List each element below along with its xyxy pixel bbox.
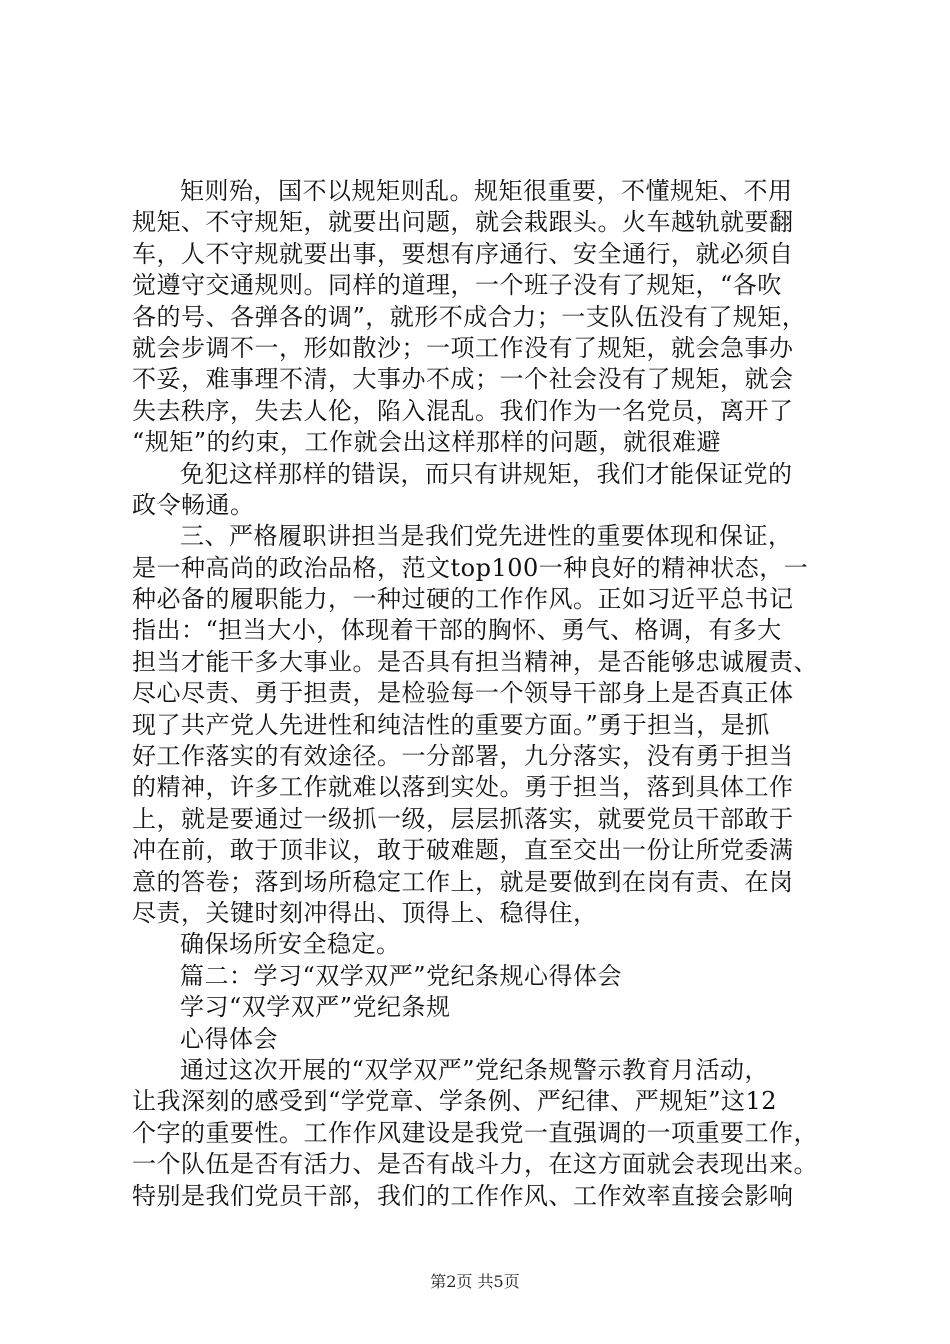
text-line: 尽心尽责、勇于担责，是检验每一个领导干部身上是否真正体	[132, 679, 794, 708]
text-line: 担当才能干多大事业。是否具有担当精神，是否能够忠诚履责、	[132, 647, 818, 676]
text-line: 矩则殆，国不以规矩则乱。规矩很重要，不懂规矩、不用	[180, 177, 793, 205]
text-line: 心得体会	[180, 1024, 278, 1053]
text-line: 各的号、各弹各的调”，就形不成合力；一支队伍没有了规矩，	[132, 302, 807, 331]
text-line: 特别是我们党员干部，我们的工作作风、工作效率直接会影响	[132, 1181, 794, 1210]
text-line: 失去秩序，失去人伦，陷入混乱。我们作为一名党员，离开了	[132, 396, 794, 425]
page-footer: 第2页 共5页	[430, 1272, 520, 1291]
text-line: 上，就是要通过一级抓一级，层层抓落实，就要党员干部敢于	[132, 804, 794, 833]
text-line: 尽责，关键时刻冲得出、顶得上、稳得住，	[132, 898, 598, 927]
document-body	[132, 176, 832, 1212]
text-line: 不妥，难事理不清，大事办不成；一个社会没有了规矩，就会	[132, 365, 794, 394]
text-line: 确保场所安全稳定。	[180, 930, 401, 959]
text-line: 免犯这样那样的错误，而只有讲规矩，我们才能保证党的	[180, 459, 793, 488]
text-line: 规矩、不守规矩，就要出问题，就会栽跟头。火车越轨就要翻	[132, 208, 794, 237]
text-line: 让我深刻的感受到“学党章、学条例、严纪律、严规矩”这12	[132, 1087, 778, 1116]
text-line: 觉遵守交通规则。同样的道理，一个班子没有了规矩，“各吹	[132, 271, 782, 300]
text-line: 政令畅通。	[132, 490, 255, 519]
text-line: 三、严格履职讲担当是我们党先进性的重要体现和保证，	[180, 522, 793, 551]
text-line: 是一种高尚的政治品格，范文top100一种良好的精神状态，一	[132, 553, 809, 582]
text-line: 篇二：学习“双学双严”党纪条规心得体会	[180, 961, 623, 990]
text-line: 就会步调不一，形如散沙；一项工作没有了规矩，就会急事办	[132, 333, 794, 362]
text-line: 一个队伍是否有活力、是否有战斗力，在这方面就会表现出来。	[132, 1150, 818, 1179]
text-line: 车，人不守规就要出事，要想有序通行、安全通行，就必须自	[132, 239, 794, 268]
text-line: 现了共产党人先进性和纯洁性的重要方面。”勇于担当，是抓	[132, 710, 770, 739]
text-line: 好工作落实的有效途径。一分部署，九分落实，没有勇于担当	[132, 742, 794, 771]
text-line: 种必备的履职能力，一种过硬的工作作风。正如习近平总书记	[132, 585, 794, 614]
text-line: 意的答卷；落到场所稳定工作上，就是要做到在岗有责、在岗	[132, 867, 794, 896]
text-line: 学习“双学双严”党纪条规	[180, 993, 451, 1022]
text-line: 指出：“担当大小，体现着干部的胸怀、勇气、格调，有多大	[132, 616, 782, 645]
text-line: 冲在前，敢于顶非议，敢于破难题，直至交出一份让所党委满	[132, 836, 794, 865]
text-line: 个字的重要性。工作作风建设是我党一直强调的一项重要工作，	[132, 1118, 818, 1147]
text-line: 的精神，许多工作就难以落到实处。勇于担当，落到具体工作	[132, 773, 794, 802]
text-line: 通过这次开展的“双学双严”党纪条规警示教育月活动，	[180, 1055, 770, 1084]
text-line: “规矩”的约束，工作就会出这样那样的问题，就很难避	[132, 428, 722, 457]
